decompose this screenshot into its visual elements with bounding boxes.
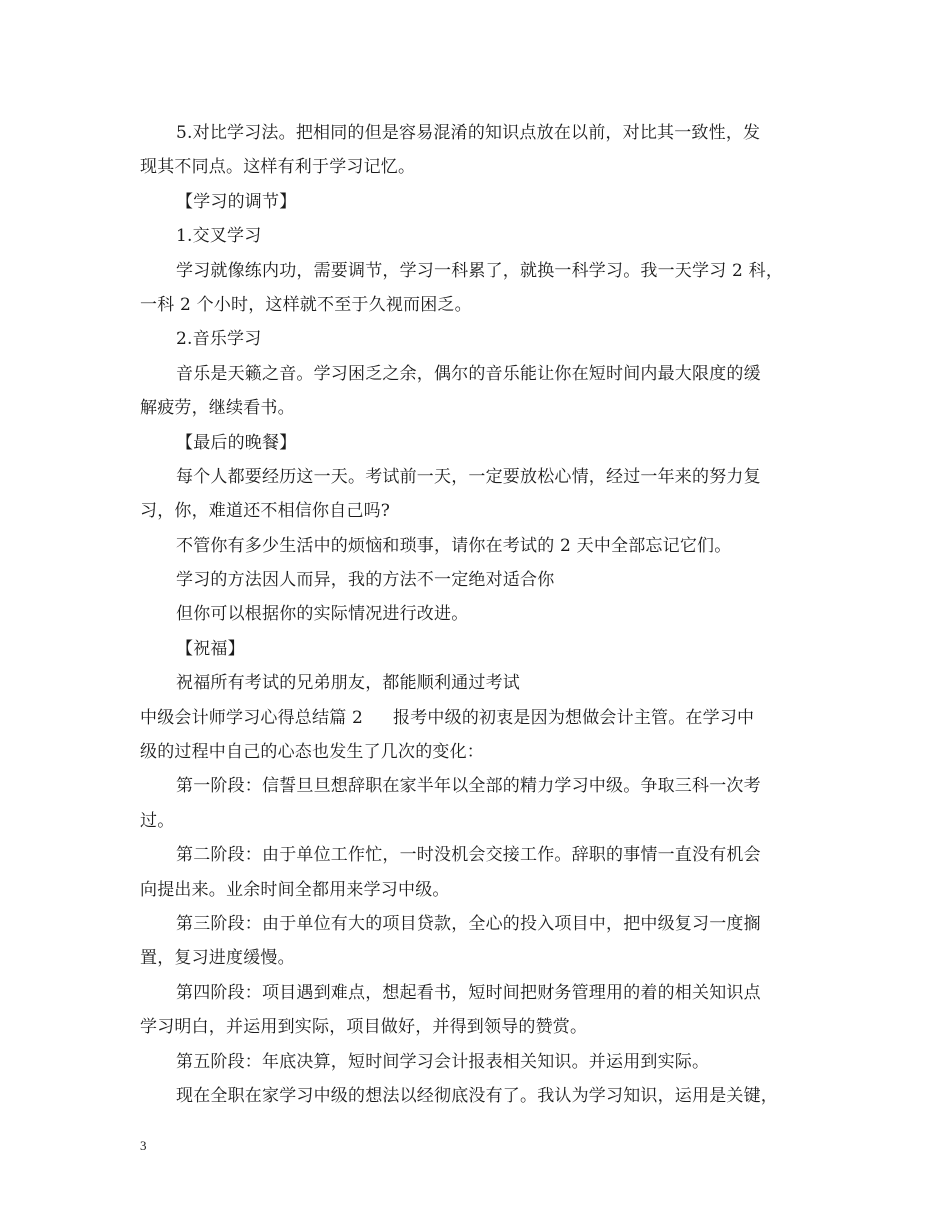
section-heading-line [140, 701, 820, 735]
text-line: 级的过程中自己的心态也发生了几次的变化： [140, 742, 484, 763]
text-line: 【学习的调节】 [176, 191, 297, 212]
text-line: 第五阶段：年底决算，短时间学习会计报表相关知识。并运用到实际。 [176, 1051, 710, 1072]
text-line: 习，你，难道还不相信你自己吗? [140, 501, 391, 522]
text-line: 现在全职在家学习中级的想法以经彻底没有了。我认为学习知识，运用是关键， [176, 1085, 778, 1106]
text-line: 一科 2 个小时，这样就不至于久视而困乏。 [140, 294, 472, 315]
text-line: 第二阶段：由于单位工作忙，一时没机会交接工作。辞职的事情一直没有机会 [176, 845, 761, 866]
text-line: 【最后的晚餐】 [176, 432, 297, 453]
text-line: 但你可以根据你的实际情况进行改进。 [176, 604, 469, 625]
section-first-line-text: 报考中级的初衷是因为想做会计主管。在学习中 [393, 707, 755, 728]
text-line: 过。 [140, 810, 175, 831]
text-line: 学习明白，并运用到实际，项目做好，并得到领导的赞赏。 [140, 1017, 588, 1038]
text-line: 音乐是天籁之音。学习困乏之余，偶尔的音乐能让你在短时间内最大限度的缓 [176, 363, 761, 384]
text-line: 1.交叉学习 [176, 226, 262, 247]
text-line: 2.音乐学习 [176, 329, 262, 350]
text-line: 学习的方法因人而异，我的方法不一定绝对适合你 [176, 570, 555, 591]
text-line: 解疲劳，继续看书。 [140, 398, 295, 419]
text-line: 每个人都要经历这一天。考试前一天，一定要放松心情，经过一年来的努力复 [176, 466, 761, 487]
page-number: 3 [140, 1138, 147, 1153]
text-line: 学习就像练内功，需要调节，学习一科累了，就换一科学习。我一天学习 2 科， [176, 260, 784, 281]
text-line: 第四阶段：项目遇到难点，想起看书，短时间把财务管理用的着的相关知识点 [176, 982, 761, 1003]
text-line: 第一阶段：信誓旦旦想辞职在家半年以全部的精力学习中级。争取三科一次考 [176, 776, 761, 797]
text-line: 【祝福】 [176, 638, 245, 659]
text-line: 祝福所有考试的兄弟朋友，都能顺利通过考试 [176, 673, 520, 694]
text-line: 置，复习进度缓慢。 [140, 948, 295, 969]
text-line: 第三阶段：由于单位有大的项目贷款，全心的投入项目中，把中级复习一度搁 [176, 913, 761, 934]
section-title: 中级会计师学习心得总结篇 2 [140, 707, 364, 728]
paragraph-block-1 [140, 116, 820, 701]
text-line: 5.对比学习法。把相同的但是容易混淆的知识点放在以前，对比其一致性，发 [176, 123, 761, 143]
text-line: 现其不同点。这样有利于学习记忆。 [140, 157, 416, 178]
text-line: 向提出来。业余时间全都用来学习中级。 [140, 879, 450, 900]
text-line: 不管你有多少生活中的烦恼和琐事，请你在考试的 2 天中全部忘记它们。 [176, 535, 732, 556]
paragraph-block-2 [140, 735, 820, 1113]
document-body [140, 116, 820, 1113]
